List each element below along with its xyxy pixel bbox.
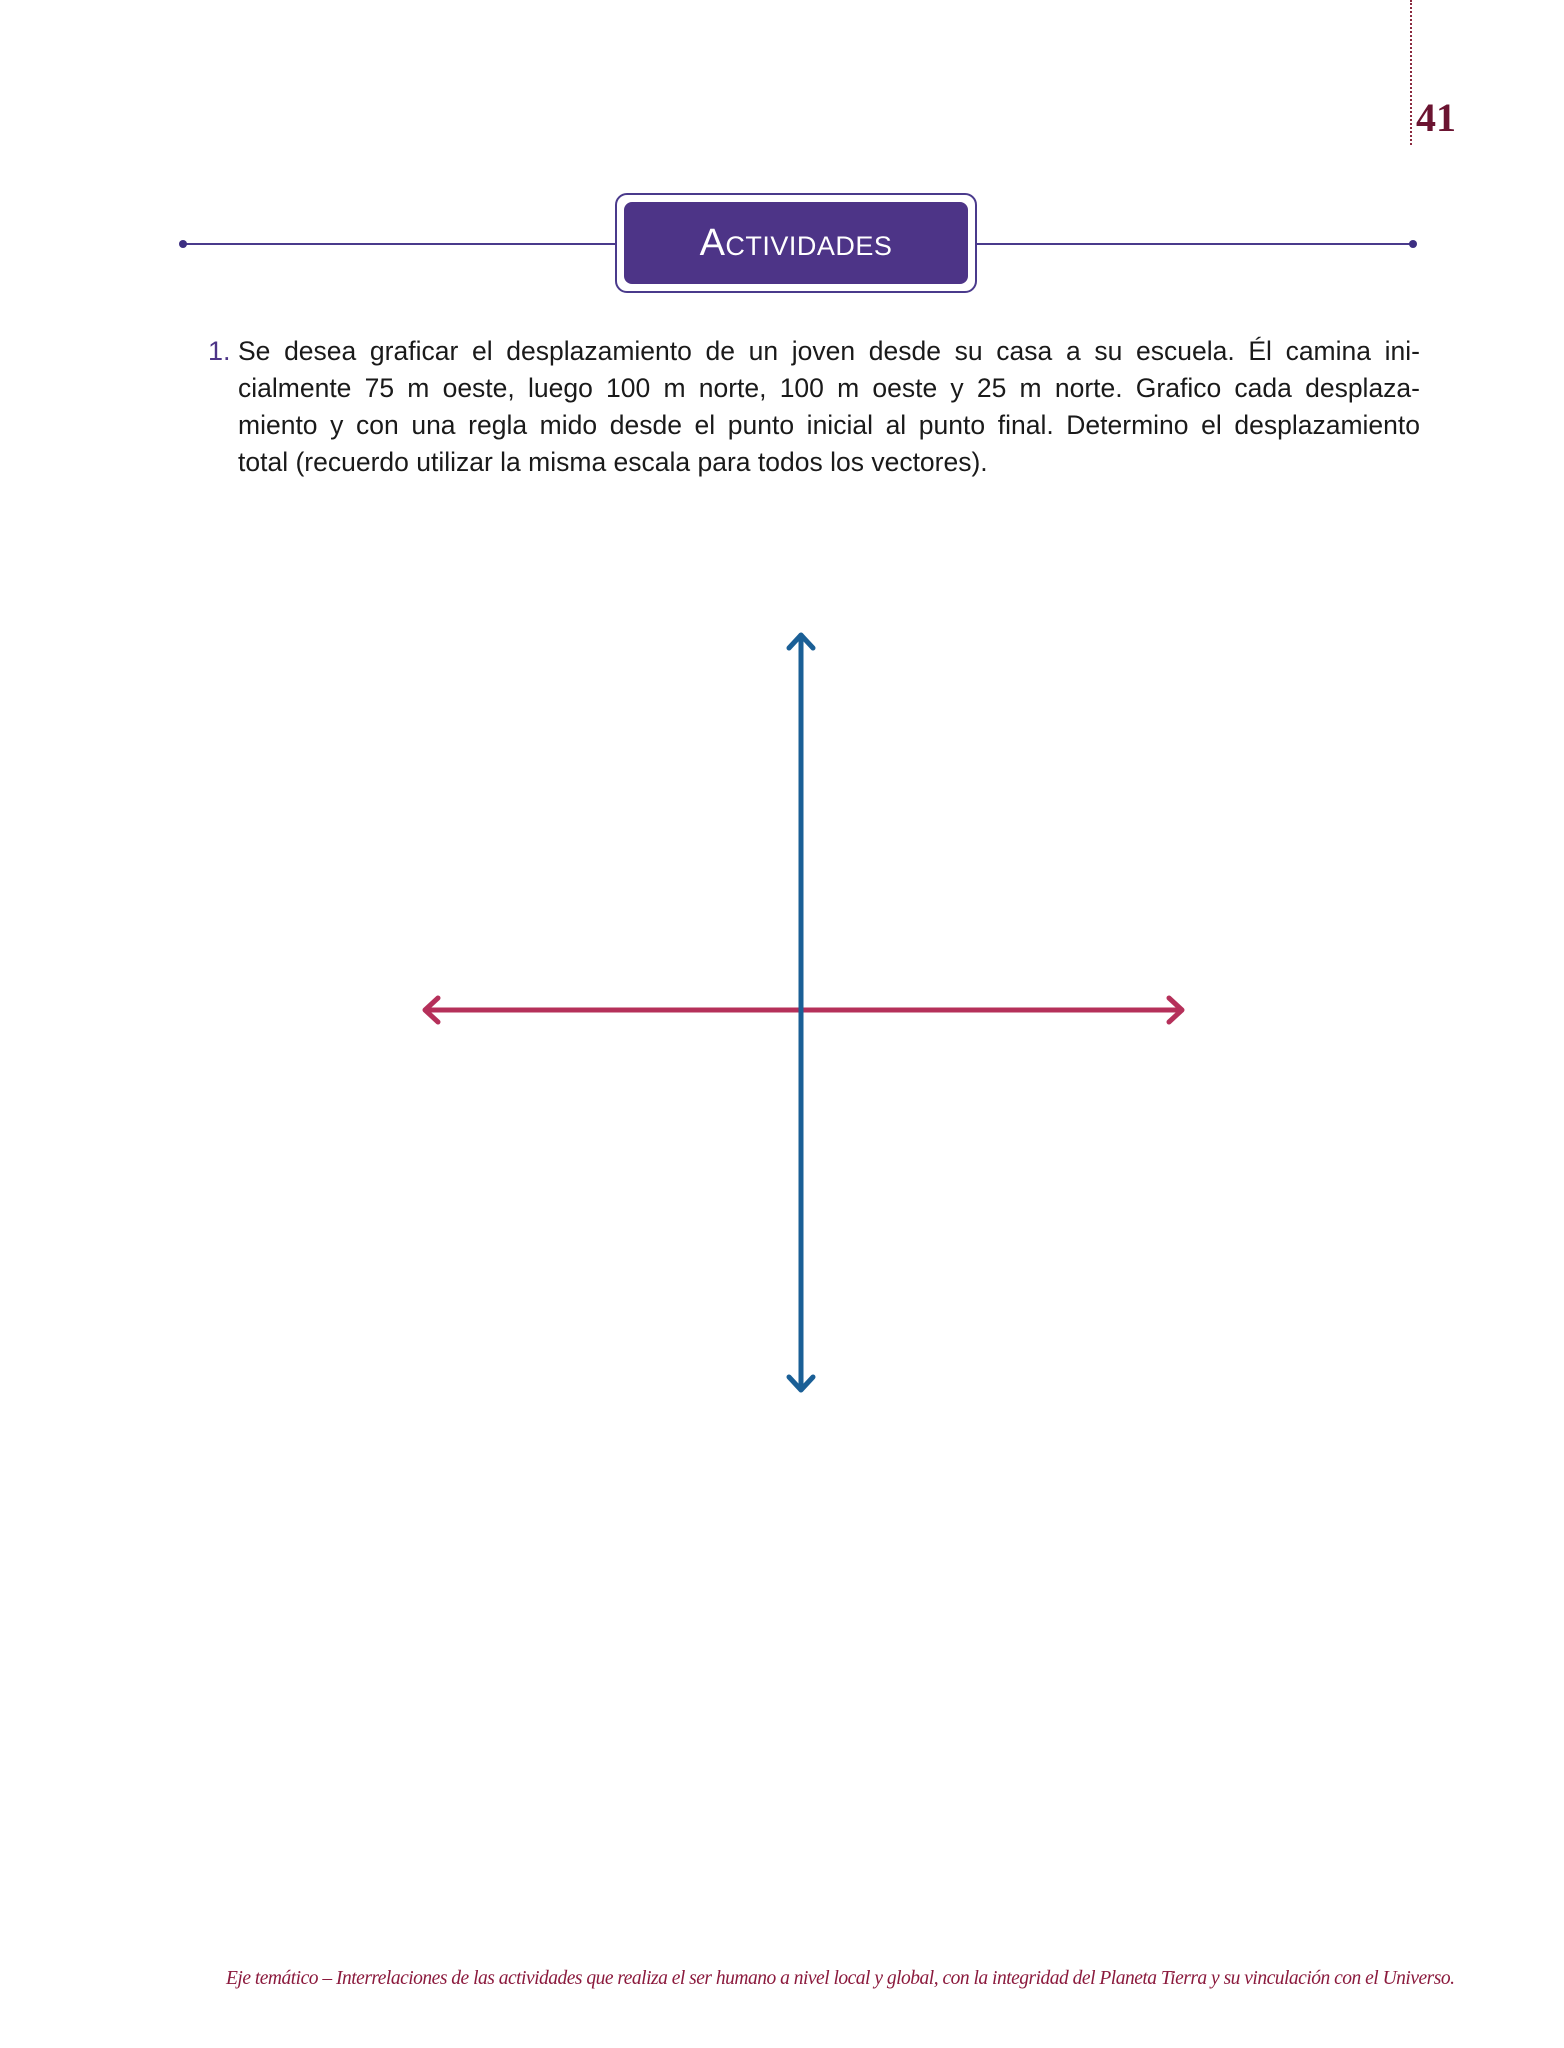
exercise-text-line: total (recuerdo utilizar la misma escala para todos los vectores). [238, 447, 988, 477]
section-title: Actividades [624, 202, 968, 284]
exercise-number: 1. [208, 336, 231, 366]
exercise-text-line: cialmente 75 m oeste, luego 100 m norte, 100 m oeste y 25 m norte. Grafico cada desplaza- [238, 373, 1420, 403]
exercise-text-line: miento y con una regla mido desde el punto inicial al punto final. Determino el desplazamiento [238, 410, 1420, 440]
exercise-text-line: Se desea graficar el desplazamiento de un joven desde su casa a su escuela. Él camina ini- [238, 336, 1420, 366]
page-number: 41 [1416, 95, 1456, 140]
footer-text: Eje temático – Interrelaciones de las actividades que realiza el ser humano a nivel local y global, con la integridad del Planeta Tierra y su vinculación con el Universo. [226, 1968, 1455, 1989]
